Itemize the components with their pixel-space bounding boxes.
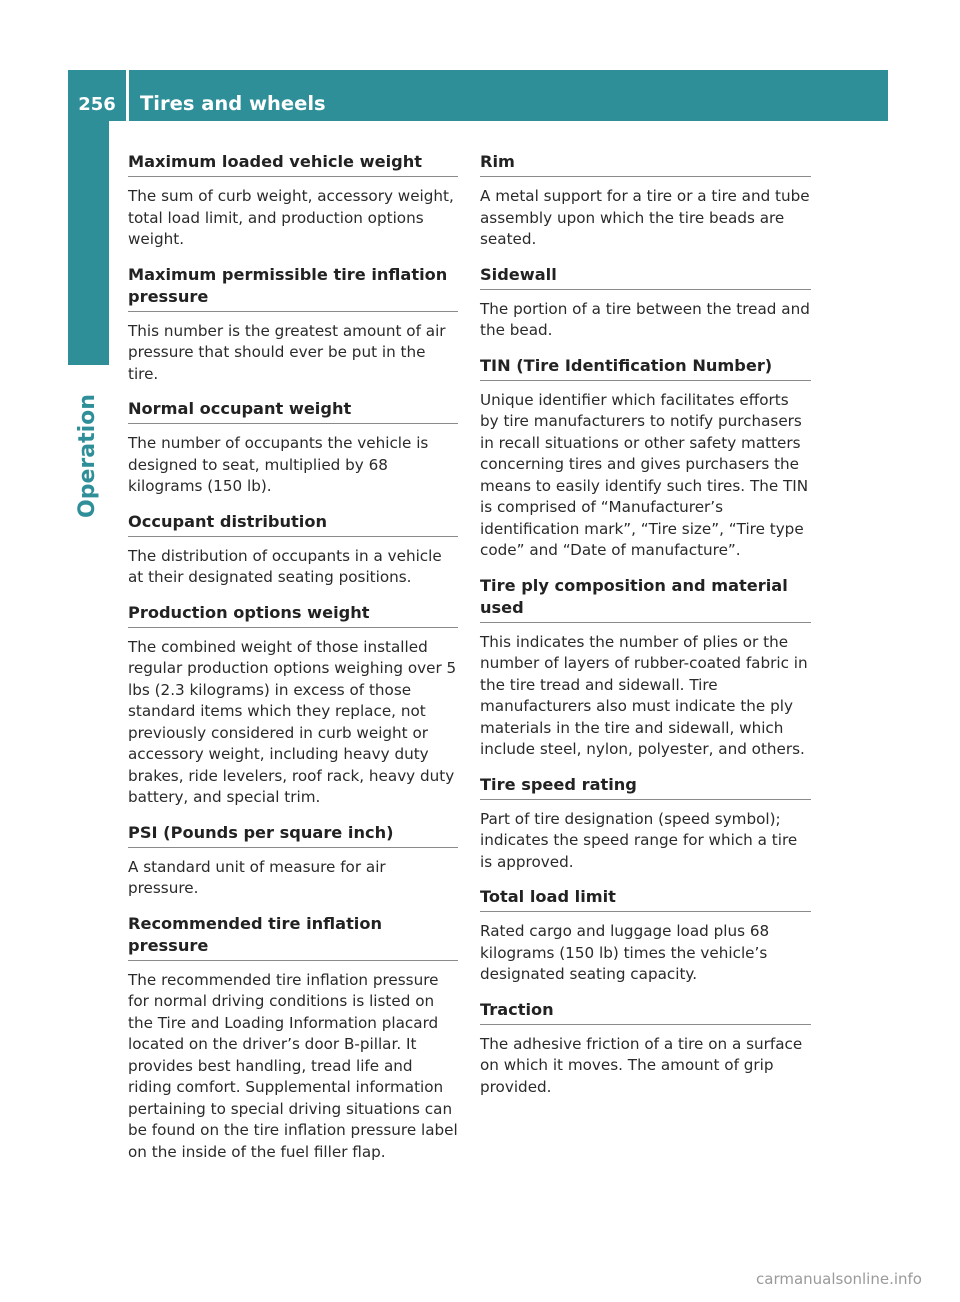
glossary-definition: A standard unit of measure for air pressure. bbox=[128, 857, 386, 897]
glossary-definition: This indicates the number of plies or the number of layers of rubber-coated fabric in the tire tread and sidewall. Tire manufacturers also must indicate the ply materials in the tire and sidewall, which include steel, nylon, polyester, and others. bbox=[480, 632, 808, 758]
glossary-entry bbox=[128, 822, 458, 900]
side-tab-label-wrap bbox=[58, 378, 118, 518]
glossary-definition: The recommended tire inflation pressure for normal driving conditions is listed on the Tire and Loading Information placard located on the driver’s door B-pillar. It provides best handling, tread life and riding comfort. Supplemental information pertaining to special driving situations can be found on the tire inflation pressure label on the inside of the fuel filler flap. bbox=[128, 970, 458, 1161]
glossary-entry bbox=[128, 151, 458, 251]
watermark: carmanualsonline.info bbox=[756, 1270, 922, 1288]
glossary-entry bbox=[480, 151, 811, 251]
glossary-term: Sidewall bbox=[480, 264, 811, 290]
glossary-term: Maximum loaded vehicle weight bbox=[128, 151, 458, 177]
glossary-term: Occupant distribution bbox=[128, 511, 458, 537]
glossary-term: PSI (Pounds per square inch) bbox=[128, 822, 458, 848]
glossary-entry bbox=[480, 999, 811, 1099]
glossary-definition: The number of occupants the vehicle is designed to seat, multiplied by 68 kilograms (150 lb). bbox=[128, 434, 429, 495]
glossary-term: Traction bbox=[480, 999, 811, 1025]
glossary-definition: The adhesive friction of a tire on a surface on which it moves. The amount of grip provided. bbox=[480, 1034, 803, 1096]
glossary-term: Maximum permissible tire inflation pressure bbox=[128, 264, 458, 312]
side-tab bbox=[68, 121, 109, 365]
glossary-term: Normal occupant weight bbox=[128, 398, 458, 424]
glossary-definition: This number is the greatest amount of air pressure that should ever be put in the tire. bbox=[128, 321, 446, 383]
glossary-term: Tire ply composition and material used bbox=[480, 575, 811, 623]
glossary-entry bbox=[480, 886, 811, 986]
glossary-definition: The combined weight of those installed regular production options weighing over 5 lbs (2.3 kilograms) in excess of those standard items which they replace, not previously considered in curb weight or accessory weight, including heavy duty brakes, ride levelers, roof rack, heavy duty battery, and special trim. bbox=[128, 637, 457, 806]
glossary-term: Rim bbox=[480, 151, 811, 177]
glossary-term: Recommended tire inflation pressure bbox=[128, 913, 458, 961]
glossary-definition: The sum of curb weight, accessory weight, total load limit, and production options weight. bbox=[128, 187, 454, 248]
glossary-term: Production options weight bbox=[128, 602, 458, 628]
glossary-entry bbox=[480, 355, 811, 562]
glossary-entry bbox=[128, 913, 458, 1164]
glossary-definition: Unique identifier which facilitates efforts by tire manufacturers to notify purchasers in recall situations or other safety matters concerning tires and gives purchasers the means to easily identify such tires. The TIN is comprised of “Manufacturer’s identification mark”, “Tire size”, “Tire type code” and “Date of manufacture”. bbox=[480, 390, 809, 559]
glossary-definition: The distribution of occupants in a vehicle at their designated seating positions. bbox=[128, 546, 442, 586]
header-divider bbox=[126, 70, 129, 121]
glossary-term: Total load limit bbox=[480, 886, 811, 912]
glossary-entry bbox=[480, 774, 811, 874]
section-title: Tires and wheels bbox=[140, 92, 326, 115]
glossary-definition: The portion of a tire between the tread and the bead. bbox=[480, 299, 810, 339]
glossary-entry bbox=[128, 602, 458, 809]
glossary-definition: Rated cargo and luggage load plus 68 kilograms (150 lb) times the vehicle’s designated seating capacity. bbox=[480, 922, 770, 983]
glossary-definition: A metal support for a tire or a tire and tube assembly upon which the tire beads are seated. bbox=[480, 187, 810, 248]
glossary-entry bbox=[480, 264, 811, 342]
glossary-term: TIN (Tire Identification Number) bbox=[480, 355, 811, 381]
glossary-entry bbox=[128, 511, 458, 589]
glossary-entry bbox=[128, 264, 458, 386]
side-tab-label: Operation bbox=[75, 394, 100, 518]
glossary-entry bbox=[128, 398, 458, 498]
glossary-entry bbox=[480, 575, 811, 761]
glossary-term: Tire speed rating bbox=[480, 774, 811, 800]
glossary-definition: Part of tire designation (speed symbol); indicates the speed range for which a tire is approved. bbox=[480, 809, 798, 871]
page-number: 256 bbox=[78, 94, 116, 115]
right-column bbox=[480, 151, 811, 1111]
left-column bbox=[128, 151, 458, 1176]
